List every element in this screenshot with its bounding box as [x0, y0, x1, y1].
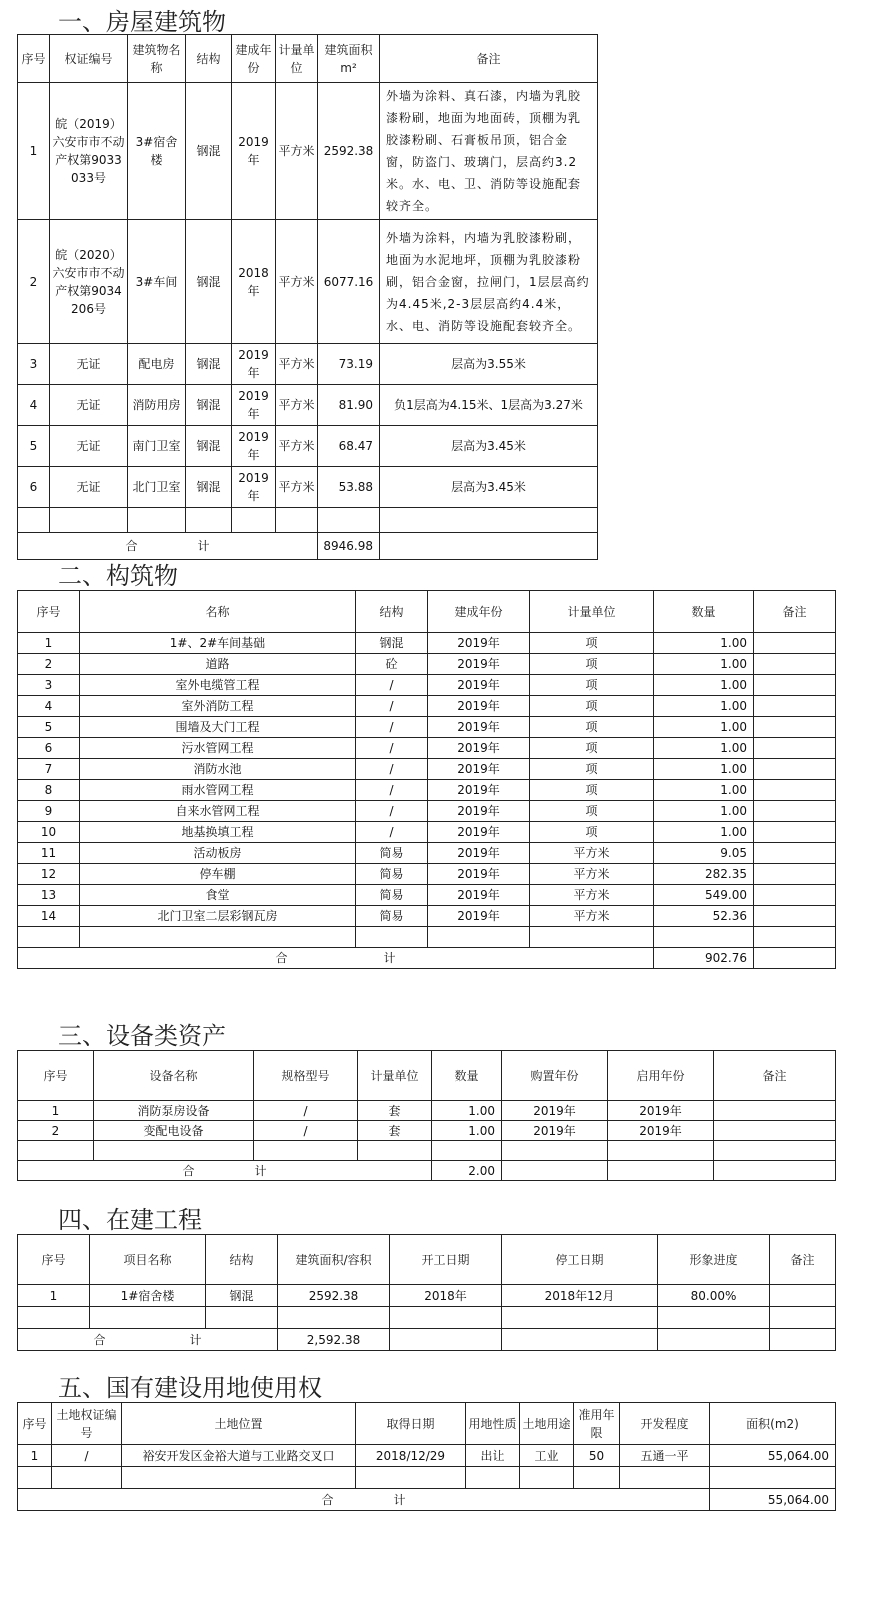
total-label: 合 计 [18, 948, 654, 969]
table-cell: 平方米 [530, 843, 654, 864]
section2-title: 二、构筑物 [58, 562, 178, 590]
header-cell: 数量 [432, 1051, 502, 1101]
table-cell: 1.00 [654, 780, 754, 801]
table-cell: 1 [18, 1285, 90, 1307]
table-cell: 7 [18, 759, 80, 780]
header-cell: 序号 [18, 1403, 52, 1445]
header-cell: 建成年份 [232, 35, 276, 83]
total-value: 2.00 [432, 1161, 502, 1181]
table-row [18, 738, 836, 759]
table-cell: / [356, 759, 428, 780]
table-cell: 2019年 [428, 654, 530, 675]
table-cell: 钢混 [186, 467, 232, 508]
table-cell: 1 [18, 1101, 94, 1121]
table-cell: / [356, 717, 428, 738]
table-row [18, 385, 598, 426]
header-cell: 用地性质 [466, 1403, 520, 1445]
table-cell: 停车棚 [80, 864, 356, 885]
table-cell: 钢混 [206, 1285, 278, 1307]
table-cell: 2019年 [428, 633, 530, 654]
table-cell: 2019年 [428, 843, 530, 864]
table-cell: 负1层高为4.15米、1层高为3.27米 [380, 385, 598, 426]
empty-row [18, 1307, 836, 1329]
table-cell: 1.00 [654, 675, 754, 696]
header-cell: 权证编号 [50, 35, 128, 83]
table-cell: 钢混 [186, 426, 232, 467]
header-cell: 土地用途 [520, 1403, 574, 1445]
total-label: 合 计 [18, 1329, 278, 1351]
header-cell: 序号 [18, 1051, 94, 1101]
total-row [18, 1329, 836, 1351]
table-cell: 无证 [50, 344, 128, 385]
header-cell: 建筑面积/容积 [278, 1235, 390, 1285]
table-cell: 6077.16 [318, 220, 380, 344]
table-row [18, 633, 836, 654]
table-cell: 2019年 [428, 780, 530, 801]
table-cell: 2019年 [232, 344, 276, 385]
total-value: 8946.98 [318, 533, 380, 560]
header-cell: 序号 [18, 1235, 90, 1285]
table-cell: 68.47 [318, 426, 380, 467]
table-cell: 简易 [356, 885, 428, 906]
table-cell: 平方米 [276, 385, 318, 426]
table-cell: 平方米 [276, 467, 318, 508]
table-cell: 平方米 [530, 864, 654, 885]
section5-table [17, 1402, 836, 1511]
table-cell: 1.00 [654, 654, 754, 675]
table-cell: 项 [530, 801, 654, 822]
header-cell: 计量单位 [358, 1051, 432, 1101]
table-cell: 无证 [50, 467, 128, 508]
table-cell: 套 [358, 1121, 432, 1141]
header-cell: 形象进度 [658, 1235, 770, 1285]
header-cell: 名称 [80, 591, 356, 633]
table-cell: 2592.38 [278, 1285, 390, 1307]
table-cell: 2019年 [232, 467, 276, 508]
table-cell [714, 1121, 836, 1141]
table-cell: 2019年 [428, 885, 530, 906]
table-cell: / [356, 822, 428, 843]
table-cell [754, 885, 836, 906]
total-label: 合 计 [18, 1161, 432, 1181]
table-cell: 无证 [50, 426, 128, 467]
table-row [18, 344, 598, 385]
table-cell: 无证 [50, 385, 128, 426]
table-cell: 1 [18, 633, 80, 654]
table-cell: 2018年 [232, 220, 276, 344]
table-cell: 简易 [356, 906, 428, 927]
table-cell: / [356, 780, 428, 801]
table-cell: 层高为3.55米 [380, 344, 598, 385]
table-cell: 项 [530, 780, 654, 801]
table-cell: 10 [18, 822, 80, 843]
table-cell: 1.00 [654, 738, 754, 759]
header-cell: 序号 [18, 35, 50, 83]
header-cell: 建成年份 [428, 591, 530, 633]
table-cell: 围墙及大门工程 [80, 717, 356, 738]
table-cell [770, 1285, 836, 1307]
table-cell: 1.00 [432, 1101, 502, 1121]
header-cell: 设备名称 [94, 1051, 254, 1101]
section5-title: 五、国有建设用地使用权 [58, 1374, 322, 1402]
table-row [18, 906, 836, 927]
table-cell [754, 759, 836, 780]
table-cell: 自来水管网工程 [80, 801, 356, 822]
header-cell: 结构 [356, 591, 428, 633]
table-row [18, 426, 598, 467]
table-cell: 项 [530, 633, 654, 654]
table-cell: / [52, 1445, 122, 1467]
table-cell: 80.00% [658, 1285, 770, 1307]
table-cell: 砼 [356, 654, 428, 675]
table-cell: 平方米 [276, 344, 318, 385]
table-cell: 室外电缆管工程 [80, 675, 356, 696]
table-cell: 变配电设备 [94, 1121, 254, 1141]
total-row [18, 948, 836, 969]
table-cell: 外墙为涂料、真石漆，内墙为乳胶漆粉刷，地面为地面砖，顶棚为乳胶漆粉刷、石膏板吊顶，铝合金窗，防盗门、玻璃门，层高约3.2米。水、电、卫、消防等设施配套较齐全。 [380, 83, 598, 220]
table-cell: 外墙为涂料，内墙为乳胶漆粉刷，地面为水泥地坪，顶棚为乳胶漆粉刷，铝合金窗，拉闸门，1层层高约为4.45米,2-3层层高约4.4米，水、电、消防等设施配套较齐全。 [380, 220, 598, 344]
table-cell: 14 [18, 906, 80, 927]
table-cell: 消防用房 [128, 385, 186, 426]
table-cell [754, 843, 836, 864]
table-cell: 道路 [80, 654, 356, 675]
total-row [18, 1161, 836, 1181]
table-cell: 1#宿舍楼 [90, 1285, 206, 1307]
header-cell: 规格型号 [254, 1051, 358, 1101]
header-cell: 备注 [380, 35, 598, 83]
header-cell: 项目名称 [90, 1235, 206, 1285]
table-row [18, 1445, 836, 1467]
section4-table [17, 1234, 836, 1351]
table-cell: 1.00 [432, 1121, 502, 1141]
table-cell: 3#宿舍楼 [128, 83, 186, 220]
table-cell [754, 675, 836, 696]
table-cell: 3 [18, 344, 50, 385]
header-cell: 备注 [714, 1051, 836, 1101]
header-cell: 备注 [754, 591, 836, 633]
table-cell: 1.00 [654, 759, 754, 780]
table-cell: 53.88 [318, 467, 380, 508]
table-cell: 2 [18, 220, 50, 344]
table-cell: 南门卫室 [128, 426, 186, 467]
table-cell: 1#、2#车间基础 [80, 633, 356, 654]
table-cell: 5 [18, 717, 80, 738]
header-cell: 数量 [654, 591, 754, 633]
table-cell: 11 [18, 843, 80, 864]
total-row [18, 1489, 836, 1511]
section3-table [17, 1050, 836, 1181]
table-cell: / [254, 1121, 358, 1141]
header-cell: 购置年份 [502, 1051, 608, 1101]
table-cell: / [254, 1101, 358, 1121]
total-label: 合 计 [18, 1489, 710, 1511]
section2-table [17, 590, 836, 969]
table-cell [754, 717, 836, 738]
table-row [18, 822, 836, 843]
table-cell: 钢混 [186, 385, 232, 426]
table-row [18, 864, 836, 885]
table-cell: 层高为3.45米 [380, 467, 598, 508]
table-cell: 2019年 [428, 864, 530, 885]
table-cell: 2 [18, 654, 80, 675]
table-cell: 4 [18, 696, 80, 717]
table-row [18, 83, 598, 220]
table-cell [754, 864, 836, 885]
table-cell: 81.90 [318, 385, 380, 426]
table-cell: 282.35 [654, 864, 754, 885]
table-cell: 2019年 [232, 385, 276, 426]
total-value: 902.76 [654, 948, 754, 969]
section1-table [17, 34, 598, 560]
table-cell: 钢混 [186, 220, 232, 344]
table-cell: 50 [574, 1445, 620, 1467]
table-row [18, 1101, 836, 1121]
table-cell: / [356, 801, 428, 822]
table-cell: 2019年 [608, 1121, 714, 1141]
table-cell: 2019年 [428, 696, 530, 717]
empty-row [18, 508, 598, 533]
table-cell: 549.00 [654, 885, 754, 906]
table-cell [754, 780, 836, 801]
table-cell: 皖（2020）六安市市不动产权第9034206号 [50, 220, 128, 344]
empty-row [18, 1467, 836, 1489]
table-cell [754, 654, 836, 675]
table-cell: 4 [18, 385, 50, 426]
total-value: 55,064.00 [710, 1489, 836, 1511]
table-cell: 2 [18, 1121, 94, 1141]
section4-title: 四、在建工程 [58, 1206, 202, 1234]
empty-row [18, 927, 836, 948]
table-cell: 工业 [520, 1445, 574, 1467]
table-cell: 项 [530, 822, 654, 843]
table-cell [754, 696, 836, 717]
header-cell: 土地位置 [122, 1403, 356, 1445]
table-cell [754, 738, 836, 759]
table-row [18, 1285, 836, 1307]
header-cell: 建筑面积 m² [318, 35, 380, 83]
table-cell: 2019年 [232, 83, 276, 220]
table-row [18, 801, 836, 822]
table-cell: / [356, 675, 428, 696]
table-cell: 2018/12/29 [356, 1445, 466, 1467]
table-cell: 2019年 [428, 717, 530, 738]
table-cell: 2019年 [428, 822, 530, 843]
table-cell: 简易 [356, 864, 428, 885]
table-cell: 项 [530, 717, 654, 738]
table-cell: 2019年 [428, 759, 530, 780]
header-cell: 建筑物名称 [128, 35, 186, 83]
table-cell: / [356, 738, 428, 759]
table-cell: 3#车间 [128, 220, 186, 344]
table-cell: 裕安开发区金裕大道与工业路交叉口 [122, 1445, 356, 1467]
table-cell: 雨水管网工程 [80, 780, 356, 801]
table-cell [754, 633, 836, 654]
header-cell: 序号 [18, 591, 80, 633]
table-cell: 1.00 [654, 801, 754, 822]
header-cell: 取得日期 [356, 1403, 466, 1445]
table-row [18, 759, 836, 780]
table-cell: 项 [530, 654, 654, 675]
table-row [18, 843, 836, 864]
table-cell: 12 [18, 864, 80, 885]
empty-row [18, 1141, 836, 1161]
table-cell: 13 [18, 885, 80, 906]
header-cell: 计量单位 [530, 591, 654, 633]
table-cell: 1 [18, 1445, 52, 1467]
table-cell: 钢混 [186, 83, 232, 220]
header-cell: 计量单位 [276, 35, 318, 83]
table-cell: 平方米 [276, 83, 318, 220]
table-cell: 钢混 [356, 633, 428, 654]
table-cell: 2019年 [502, 1101, 608, 1121]
table-cell: 9.05 [654, 843, 754, 864]
table-cell: 平方米 [530, 885, 654, 906]
table-cell: 北门卫室二层彩钢瓦房 [80, 906, 356, 927]
header-cell: 开工日期 [390, 1235, 502, 1285]
table-cell: 地基换填工程 [80, 822, 356, 843]
table-cell: 消防水池 [80, 759, 356, 780]
total-label: 合 计 [18, 533, 318, 560]
table-row [18, 696, 836, 717]
table-cell: 钢混 [186, 344, 232, 385]
table-cell: 食堂 [80, 885, 356, 906]
table-cell: 6 [18, 467, 50, 508]
header-cell: 面积(m2) [710, 1403, 836, 1445]
header-cell: 准用年限 [574, 1403, 620, 1445]
table-cell: / [356, 696, 428, 717]
table-row [18, 780, 836, 801]
table-cell: 2018年 [390, 1285, 502, 1307]
table-row [18, 1121, 836, 1141]
table-cell: 平方米 [276, 426, 318, 467]
table-cell: 皖（2019）六安市市不动产权第9033033号 [50, 83, 128, 220]
table-cell: 项 [530, 696, 654, 717]
table-cell: 2019年 [428, 738, 530, 759]
table-cell: 北门卫室 [128, 467, 186, 508]
table-cell: 52.36 [654, 906, 754, 927]
table-cell: 简易 [356, 843, 428, 864]
table-cell: 2019年 [428, 801, 530, 822]
table-cell: 套 [358, 1101, 432, 1121]
header-cell: 土地权证编号 [52, 1403, 122, 1445]
table-cell: 2018年12月 [502, 1285, 658, 1307]
table-cell: 73.19 [318, 344, 380, 385]
total-value: 2,592.38 [278, 1329, 390, 1351]
table-cell: 平方米 [276, 220, 318, 344]
table-row [18, 467, 598, 508]
table-cell: 活动板房 [80, 843, 356, 864]
table-cell: 室外消防工程 [80, 696, 356, 717]
section1-title: 一、房屋建筑物 [58, 8, 226, 36]
table-cell: 2019年 [428, 675, 530, 696]
table-row [18, 885, 836, 906]
table-cell: 3 [18, 675, 80, 696]
table-cell: 项 [530, 759, 654, 780]
table-cell: 1 [18, 83, 50, 220]
table-cell: 9 [18, 801, 80, 822]
table-row [18, 717, 836, 738]
table-cell: 层高为3.45米 [380, 426, 598, 467]
header-cell: 结构 [206, 1235, 278, 1285]
table-cell: 出让 [466, 1445, 520, 1467]
header-cell: 启用年份 [608, 1051, 714, 1101]
table-cell [754, 822, 836, 843]
table-cell: 6 [18, 738, 80, 759]
table-cell: 污水管网工程 [80, 738, 356, 759]
table-row [18, 220, 598, 344]
header-cell: 停工日期 [502, 1235, 658, 1285]
table-cell [714, 1101, 836, 1121]
table-cell: 5 [18, 426, 50, 467]
table-cell: 1.00 [654, 822, 754, 843]
table-cell: 消防泵房设备 [94, 1101, 254, 1121]
section3-title: 三、设备类资产 [58, 1022, 226, 1050]
table-cell: 1.00 [654, 633, 754, 654]
table-cell: 1.00 [654, 717, 754, 738]
table-cell [754, 801, 836, 822]
table-cell: 项 [530, 675, 654, 696]
table-row [18, 654, 836, 675]
table-cell: 8 [18, 780, 80, 801]
table-cell: 配电房 [128, 344, 186, 385]
table-cell: 平方米 [530, 906, 654, 927]
table-cell: 55,064.00 [710, 1445, 836, 1467]
table-cell: 2019年 [608, 1101, 714, 1121]
table-cell: 2019年 [502, 1121, 608, 1141]
table-cell: 2592.38 [318, 83, 380, 220]
table-cell [754, 906, 836, 927]
table-cell: 1.00 [654, 696, 754, 717]
table-cell: 2019年 [428, 906, 530, 927]
table-row [18, 675, 836, 696]
header-cell: 结构 [186, 35, 232, 83]
table-cell: 项 [530, 738, 654, 759]
header-cell: 备注 [770, 1235, 836, 1285]
table-cell: 五通一平 [620, 1445, 710, 1467]
header-cell: 开发程度 [620, 1403, 710, 1445]
table-cell: 2019年 [232, 426, 276, 467]
